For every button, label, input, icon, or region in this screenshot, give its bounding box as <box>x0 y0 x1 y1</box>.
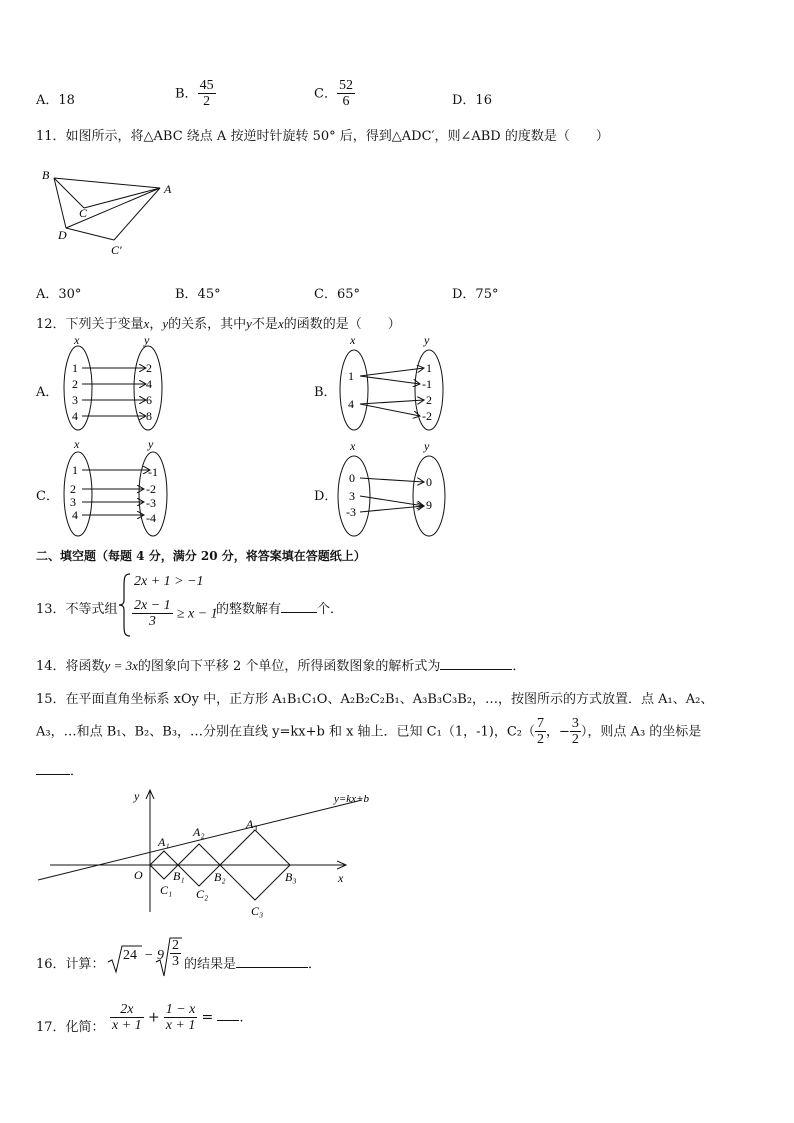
q12-stem: 12．下列关于变量x，y的关系，其中y不是x的函数的是（ ） <box>36 316 401 332</box>
q10-option-c-fraction: $\frac{52}{6}$ <box>338 78 353 110</box>
svg-text:9: 9 <box>426 498 432 512</box>
q15-answer-blank[interactable] <box>36 774 70 775</box>
svg-text:-1: -1 <box>422 377 432 391</box>
q12-option-c-tag: C． <box>36 489 59 504</box>
graph-a1: A₁ <box>158 835 170 849</box>
q12-option-b-mapping <box>334 332 464 436</box>
graph-c2: C₂ <box>196 887 209 901</box>
q15-fraction-1: $\frac{7}{2}$ <box>537 716 545 748</box>
q17-fraction-1: $\frac{2x}{x + 1}$ <box>112 1002 142 1034</box>
q11-triangle-figure <box>36 160 186 260</box>
q11-label-b: B <box>42 168 50 182</box>
svg-text:x: x <box>74 437 80 451</box>
q10-option-b: B． $\frac{45}{2}$ <box>175 78 214 110</box>
svg-text:8: 8 <box>146 409 152 423</box>
svg-text:y: y <box>144 333 150 347</box>
svg-text:x: x <box>350 439 356 453</box>
q13-prefix: 13．不等式组 <box>36 602 118 617</box>
svg-text:1: 1 <box>426 361 432 375</box>
q12-option-c-mapping <box>58 436 188 540</box>
q16-prefix: 16．计算： <box>36 957 105 972</box>
svg-text:6: 6 <box>146 393 152 407</box>
svg-text:2: 2 <box>146 361 152 375</box>
q11-option-a: A．30° <box>36 287 82 302</box>
svg-text:4: 4 <box>72 409 78 423</box>
svg-text:2: 2 <box>70 482 76 496</box>
q16-minus-nine: − 9 <box>144 948 164 963</box>
graph-y-axis-label: y <box>134 789 140 803</box>
q15-line-3: ． <box>36 760 83 779</box>
svg-text:x: x <box>350 333 356 347</box>
svg-text:x: x <box>74 333 80 347</box>
q10-option-a: A．18 <box>36 93 75 108</box>
svg-text:0: 0 <box>426 475 432 489</box>
q16-suffix: 的结果是 ． <box>184 957 322 972</box>
q16-radicand-fraction: $\frac{2}{3}$ <box>172 938 179 970</box>
graph-a3: A₃ <box>246 817 258 831</box>
svg-text:y: y <box>424 439 430 453</box>
svg-text:1: 1 <box>72 463 78 477</box>
q11-label-d: D <box>58 228 67 242</box>
q13-fraction: $\frac{2x - 1}{3}$ <box>134 598 171 630</box>
q16-radicand-24: 24 <box>123 948 137 963</box>
svg-text:2: 2 <box>72 377 78 391</box>
svg-text:3: 3 <box>70 495 76 509</box>
graph-b1: B₁ <box>173 869 185 883</box>
svg-text:-4: -4 <box>146 511 156 525</box>
svg-text:2: 2 <box>426 393 432 407</box>
q11-option-b: B．45° <box>175 287 221 302</box>
q11-option-d: D．75° <box>452 287 499 302</box>
q12-option-b-tag: B． <box>314 385 337 400</box>
graph-b2: B₂ <box>214 870 226 884</box>
q13-inequality-1: 2x + 1 > −1 <box>134 574 204 589</box>
q10-option-c: C． $\frac{52}{6}$ <box>314 78 353 110</box>
svg-text:y: y <box>148 437 154 451</box>
q12-option-d-tag: D． <box>314 489 338 504</box>
q15-line-1: 15．在平面直角坐标系 xOy 中，正方形 A₁B₁C₁O、A₂B₂C₂B₁、A₃B₃C₃B₂，…，按图所示的方式放置．点 A₁、A₂、 <box>36 692 714 707</box>
q13-inequality-2-rhs: ≥ x − 1 <box>176 606 218 622</box>
section-2-heading: 二、填空题（每题 4 分，满分 20 分，将答案填在答题纸上） <box>36 549 366 563</box>
q17-fraction-2: $\frac{1 - x}{x + 1}$ <box>165 1002 196 1034</box>
graph-x-axis-label: x <box>338 871 344 885</box>
svg-text:-2: -2 <box>146 482 156 496</box>
graph-line-label: y=kx+b <box>334 793 369 805</box>
q15-line-2: A₃，…和点 B₁、B₂、B₃，…分别在直线 y=kx+b 和 x 轴上．已知 C₁（1，-1)，C₂（ $\frac{7}{2}$ ，− $\frac{3}{2}$ ），则点 A₃ 的坐标是 <box>36 716 702 748</box>
q10-option-b-fraction: $\frac{45}{2}$ <box>199 78 214 110</box>
q12-option-a-mapping <box>58 332 188 436</box>
graph-origin-label: O <box>134 868 143 882</box>
q15-coordinate-graph <box>36 784 416 924</box>
svg-text:-3: -3 <box>146 496 156 510</box>
graph-a2: A₂ <box>193 825 205 839</box>
svg-text:0: 0 <box>349 471 355 485</box>
svg-text:4: 4 <box>146 377 152 391</box>
svg-text:4: 4 <box>72 508 78 522</box>
q14-answer-blank[interactable] <box>440 669 512 670</box>
q17-prefix: 17．化简： <box>36 1020 105 1035</box>
q13-inequality-system <box>118 572 218 638</box>
svg-text:3: 3 <box>72 393 78 407</box>
svg-text:-3: -3 <box>346 505 356 519</box>
q12-option-a-tag: A． <box>36 385 59 400</box>
graph-c3: C₃ <box>251 904 264 918</box>
graph-b3: B₃ <box>285 870 297 884</box>
graph-c1: C₁ <box>160 883 173 897</box>
q10-option-d: D．16 <box>452 93 492 108</box>
svg-text:-1: -1 <box>148 465 158 479</box>
svg-text:-2: -2 <box>422 409 432 423</box>
q13-suffix: 的整数解有 个． <box>216 602 344 617</box>
q17-answer-blank[interactable] <box>217 1020 239 1021</box>
q17-expression: $\frac{2x}{x + 1}$ + $\frac{1 - x}{x + 1}$ = . <box>112 1002 244 1034</box>
q15-fraction-2: $\frac{3}{2}$ <box>571 716 579 748</box>
q11-option-c: C．65° <box>314 287 360 302</box>
q11-stem: 11．如图所示，将△ABC 绕点 A 按逆时针旋转 50° 后，得到△ADC′，则∠ABD 的度数是（ ） <box>36 129 609 144</box>
q11-label-c-prime: C′ <box>111 243 122 257</box>
svg-text:y: y <box>424 333 430 347</box>
svg-text:1: 1 <box>348 369 354 383</box>
svg-text:3: 3 <box>349 489 355 503</box>
q12-option-d-mapping <box>334 436 464 540</box>
svg-text:4: 4 <box>348 397 354 411</box>
svg-text:1: 1 <box>72 361 78 375</box>
q14-stem: 14．将函数y = 3x的图象向下平移 2 个单位，所得函数图象的解析式为 ． <box>36 658 526 674</box>
q16-answer-blank[interactable] <box>236 967 308 968</box>
q11-label-a: A <box>164 182 172 196</box>
q13-answer-blank[interactable] <box>281 612 317 613</box>
q11-label-c: C <box>79 206 88 220</box>
